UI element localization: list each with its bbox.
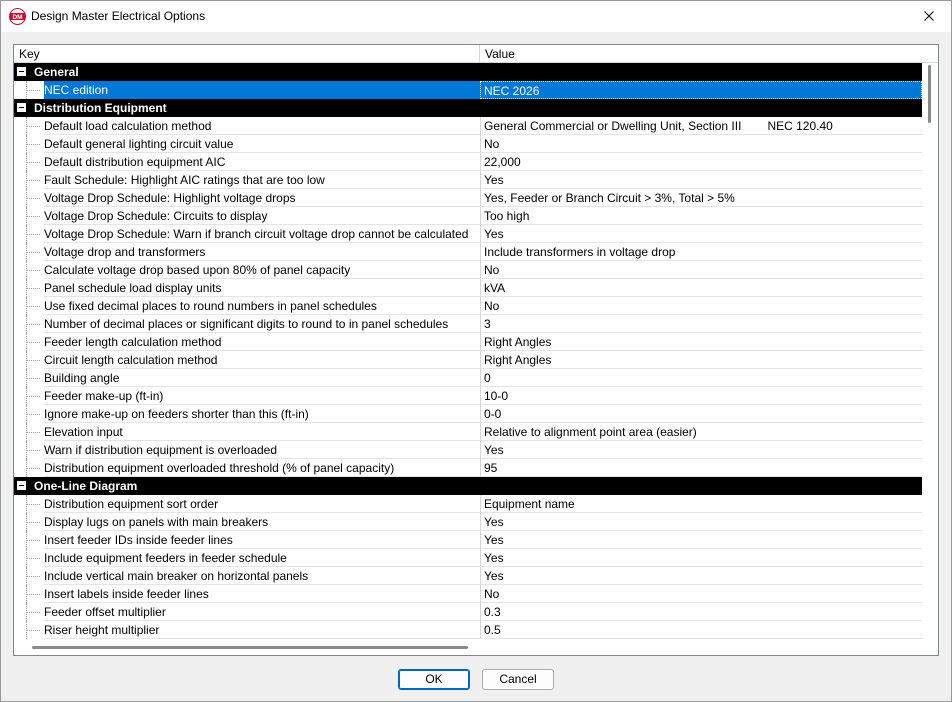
option-key: Default distribution equipment AIC: [44, 153, 480, 171]
ok-button[interactable]: OK: [398, 669, 470, 690]
option-value-text: 0.3: [484, 605, 501, 619]
option-value[interactable]: [480, 279, 922, 297]
option-value-text: Yes, Feeder or Branch Circuit > 3%, Total > 5%: [484, 191, 735, 205]
option-row[interactable]: [14, 441, 922, 459]
option-value[interactable]: [480, 387, 922, 405]
vertical-scroll-thumb[interactable]: [928, 65, 931, 123]
option-row[interactable]: [14, 153, 922, 171]
option-value-text: Equipment name: [484, 497, 575, 511]
option-value[interactable]: [480, 225, 922, 243]
option-key: Elevation input: [44, 423, 480, 441]
tree-connector: [26, 207, 42, 225]
window-title: Design Master Electrical Options: [31, 9, 206, 23]
option-key: Default load calculation method: [44, 117, 480, 135]
category-row[interactable]: [14, 477, 922, 495]
category-label: General: [34, 65, 79, 79]
tree-connector: [26, 567, 42, 585]
tree-connector: [26, 585, 42, 603]
tree-connector: [26, 423, 42, 441]
option-value[interactable]: [480, 243, 922, 261]
collapse-icon[interactable]: [17, 103, 26, 112]
option-value[interactable]: [480, 549, 922, 567]
option-value-text: kVA: [484, 281, 506, 295]
option-key: Default general lighting circuit value: [44, 135, 480, 153]
option-value[interactable]: [480, 513, 922, 531]
option-value[interactable]: [480, 351, 922, 369]
option-key: Feeder make-up (ft-in): [44, 387, 480, 405]
option-row[interactable]: [14, 387, 922, 405]
tree-connector: [26, 171, 42, 189]
option-row[interactable]: [14, 135, 922, 153]
option-row[interactable]: [14, 567, 922, 585]
option-value[interactable]: [480, 567, 922, 585]
tree-connector: [26, 261, 42, 279]
option-row[interactable]: [14, 585, 922, 603]
option-row[interactable]: [14, 81, 922, 99]
tree-connector: [26, 315, 42, 333]
option-key: Number of decimal places or significant digits to round to in panel schedules: [44, 315, 480, 333]
horizontal-scrollbar[interactable]: [14, 639, 922, 655]
option-key: Voltage drop and transformers: [44, 243, 480, 261]
option-value-text: 0: [484, 371, 491, 385]
tree-connector: [26, 81, 42, 99]
tree-connector: [26, 279, 42, 297]
option-value-text: No: [484, 137, 500, 151]
option-value-text: General Commercial or Dwelling Unit, Section III: [484, 119, 742, 133]
option-row[interactable]: [14, 621, 922, 639]
option-value[interactable]: [480, 495, 922, 513]
option-key: Distribution equipment sort order: [44, 495, 480, 513]
option-row[interactable]: [14, 117, 922, 135]
option-row[interactable]: [14, 207, 922, 225]
option-value-text: Right Angles: [484, 335, 552, 349]
option-value-text: Right Angles: [484, 353, 552, 367]
option-key: Feeder offset multiplier: [44, 603, 480, 621]
option-row[interactable]: [14, 531, 922, 549]
tree-connector: [26, 135, 42, 153]
option-value-reference: NEC 120.40: [767, 119, 833, 133]
close-icon: [924, 11, 934, 21]
tree-connector: [26, 243, 42, 261]
option-key: Riser height multiplier: [44, 621, 480, 639]
option-key: Ignore make-up on feeders shorter than this (ft-in): [44, 405, 480, 423]
tree-connector: [26, 333, 42, 351]
option-value[interactable]: [480, 459, 922, 477]
title-bar: [1, 1, 951, 32]
option-row[interactable]: [14, 351, 922, 369]
option-key: Fault Schedule: Highlight AIC ratings that are too low: [44, 171, 480, 189]
option-value-text: 10-0: [484, 389, 509, 403]
option-row[interactable]: [14, 315, 922, 333]
tree-connector: [26, 513, 42, 531]
option-row[interactable]: [14, 189, 922, 207]
option-row[interactable]: [14, 297, 922, 315]
option-key: Include equipment feeders in feeder schedule: [44, 549, 480, 567]
tree-connector: [26, 441, 42, 459]
app-logo-icon: [9, 8, 26, 25]
tree-connector: [26, 531, 42, 549]
cancel-button[interactable]: Cancel: [482, 669, 554, 690]
option-key: Insert feeder IDs inside feeder lines: [44, 531, 480, 549]
vertical-scrollbar[interactable]: [922, 63, 938, 639]
option-value-text: 3: [484, 317, 491, 331]
option-value-text: Yes: [484, 533, 504, 547]
category-row[interactable]: [14, 63, 922, 81]
option-key: Display lugs on panels with main breakers: [44, 513, 480, 531]
option-value-text: 0-0: [484, 407, 502, 421]
tree-connector: [26, 189, 42, 207]
option-value-text: No: [484, 263, 500, 277]
option-value[interactable]: [480, 621, 922, 639]
option-row[interactable]: [14, 495, 922, 513]
tree-connector: [26, 495, 42, 513]
option-value[interactable]: [480, 117, 922, 135]
tree-connector: [26, 297, 42, 315]
close-button[interactable]: [907, 1, 951, 31]
option-value-text: Too high: [484, 209, 530, 223]
option-row[interactable]: [14, 243, 922, 261]
tree-connector: [26, 549, 42, 567]
option-value[interactable]: [480, 369, 922, 387]
tree-connector: [26, 459, 42, 477]
option-key: Voltage Drop Schedule: Warn if branch circuit voltage drop cannot be calculated: [44, 225, 480, 243]
option-value-text: Yes: [484, 515, 504, 529]
option-value[interactable]: [480, 333, 922, 351]
tree-connector: [26, 153, 42, 171]
option-value-text: Yes: [484, 443, 504, 457]
option-key: Warn if distribution equipment is overloaded: [44, 441, 480, 459]
option-row[interactable]: [14, 549, 922, 567]
option-value[interactable]: [480, 207, 922, 225]
option-row[interactable]: [14, 333, 922, 351]
option-key: Feeder length calculation method: [44, 333, 480, 351]
option-key: Use fixed decimal places to round numbers in panel schedules: [44, 297, 480, 315]
option-value[interactable]: [480, 171, 922, 189]
tree-connector: [26, 405, 42, 423]
option-value[interactable]: [480, 405, 922, 423]
option-key: Voltage Drop Schedule: Circuits to display: [44, 207, 480, 225]
category-row[interactable]: [14, 99, 922, 117]
option-value[interactable]: [480, 153, 922, 171]
category-label: One-Line Diagram: [34, 479, 138, 493]
option-value[interactable]: [480, 441, 922, 459]
option-value-text: 22,000: [484, 155, 521, 169]
value-column-header[interactable]: Value: [485, 47, 515, 61]
collapse-icon[interactable]: [17, 67, 26, 76]
option-value-text: 95: [484, 461, 498, 475]
tree-connector: [26, 621, 42, 639]
option-key: NEC edition: [44, 81, 480, 99]
option-value[interactable]: [480, 189, 922, 207]
option-row[interactable]: [14, 171, 922, 189]
option-value-text: 0.5: [484, 623, 501, 637]
key-column-header[interactable]: Key: [14, 45, 480, 63]
option-value-text: No: [484, 299, 500, 313]
grid-rows: [14, 63, 922, 639]
option-row[interactable]: [14, 225, 922, 243]
horizontal-scroll-thumb[interactable]: [32, 646, 468, 649]
option-value-text: Include transformers in voltage drop: [484, 245, 676, 259]
option-row[interactable]: [14, 423, 922, 441]
option-value[interactable]: [480, 315, 922, 333]
tree-connector: [26, 117, 42, 135]
option-row[interactable]: [14, 261, 922, 279]
option-value-text: NEC 2026: [484, 84, 540, 98]
tree-connector: [26, 351, 42, 369]
option-value[interactable]: [480, 297, 922, 315]
option-value[interactable]: [480, 585, 922, 603]
option-value[interactable]: [480, 261, 922, 279]
option-value[interactable]: [480, 531, 922, 549]
option-row[interactable]: [14, 369, 922, 387]
option-value[interactable]: [480, 603, 922, 621]
option-value-text: No: [484, 587, 500, 601]
option-value[interactable]: [480, 423, 922, 441]
option-value-text: Yes: [484, 551, 504, 565]
option-row[interactable]: [14, 459, 922, 477]
option-value-text: Yes: [484, 227, 504, 241]
option-key: Calculate voltage drop based upon 80% of panel capacity: [44, 261, 480, 279]
option-key: Distribution equipment overloaded threshold (% of panel capacity): [44, 459, 480, 477]
option-value-text: Yes: [484, 569, 504, 583]
option-value[interactable]: [480, 81, 922, 99]
option-key: Include vertical main breaker on horizontal panels: [44, 567, 480, 585]
svg-text:DM: DM: [12, 14, 23, 21]
option-row[interactable]: [14, 513, 922, 531]
option-row[interactable]: [14, 405, 922, 423]
option-key: Building angle: [44, 369, 480, 387]
option-key: Voltage Drop Schedule: Highlight voltage drops: [44, 189, 480, 207]
tree-connector: [26, 225, 42, 243]
option-value[interactable]: [480, 135, 922, 153]
collapse-icon[interactable]: [17, 481, 26, 490]
options-property-grid: [13, 44, 939, 656]
grid-header: [14, 45, 938, 63]
option-value-text: Relative to alignment point area (easier): [484, 425, 697, 439]
option-row[interactable]: [14, 279, 922, 297]
option-value-text: Yes: [484, 173, 504, 187]
tree-connector: [26, 387, 42, 405]
tree-connector: [26, 603, 42, 621]
category-label: Distribution Equipment: [34, 101, 167, 115]
option-key: Panel schedule load display units: [44, 279, 480, 297]
option-key: Insert labels inside feeder lines: [44, 585, 480, 603]
option-row[interactable]: [14, 603, 922, 621]
option-key: Circuit length calculation method: [44, 351, 480, 369]
tree-connector: [26, 369, 42, 387]
